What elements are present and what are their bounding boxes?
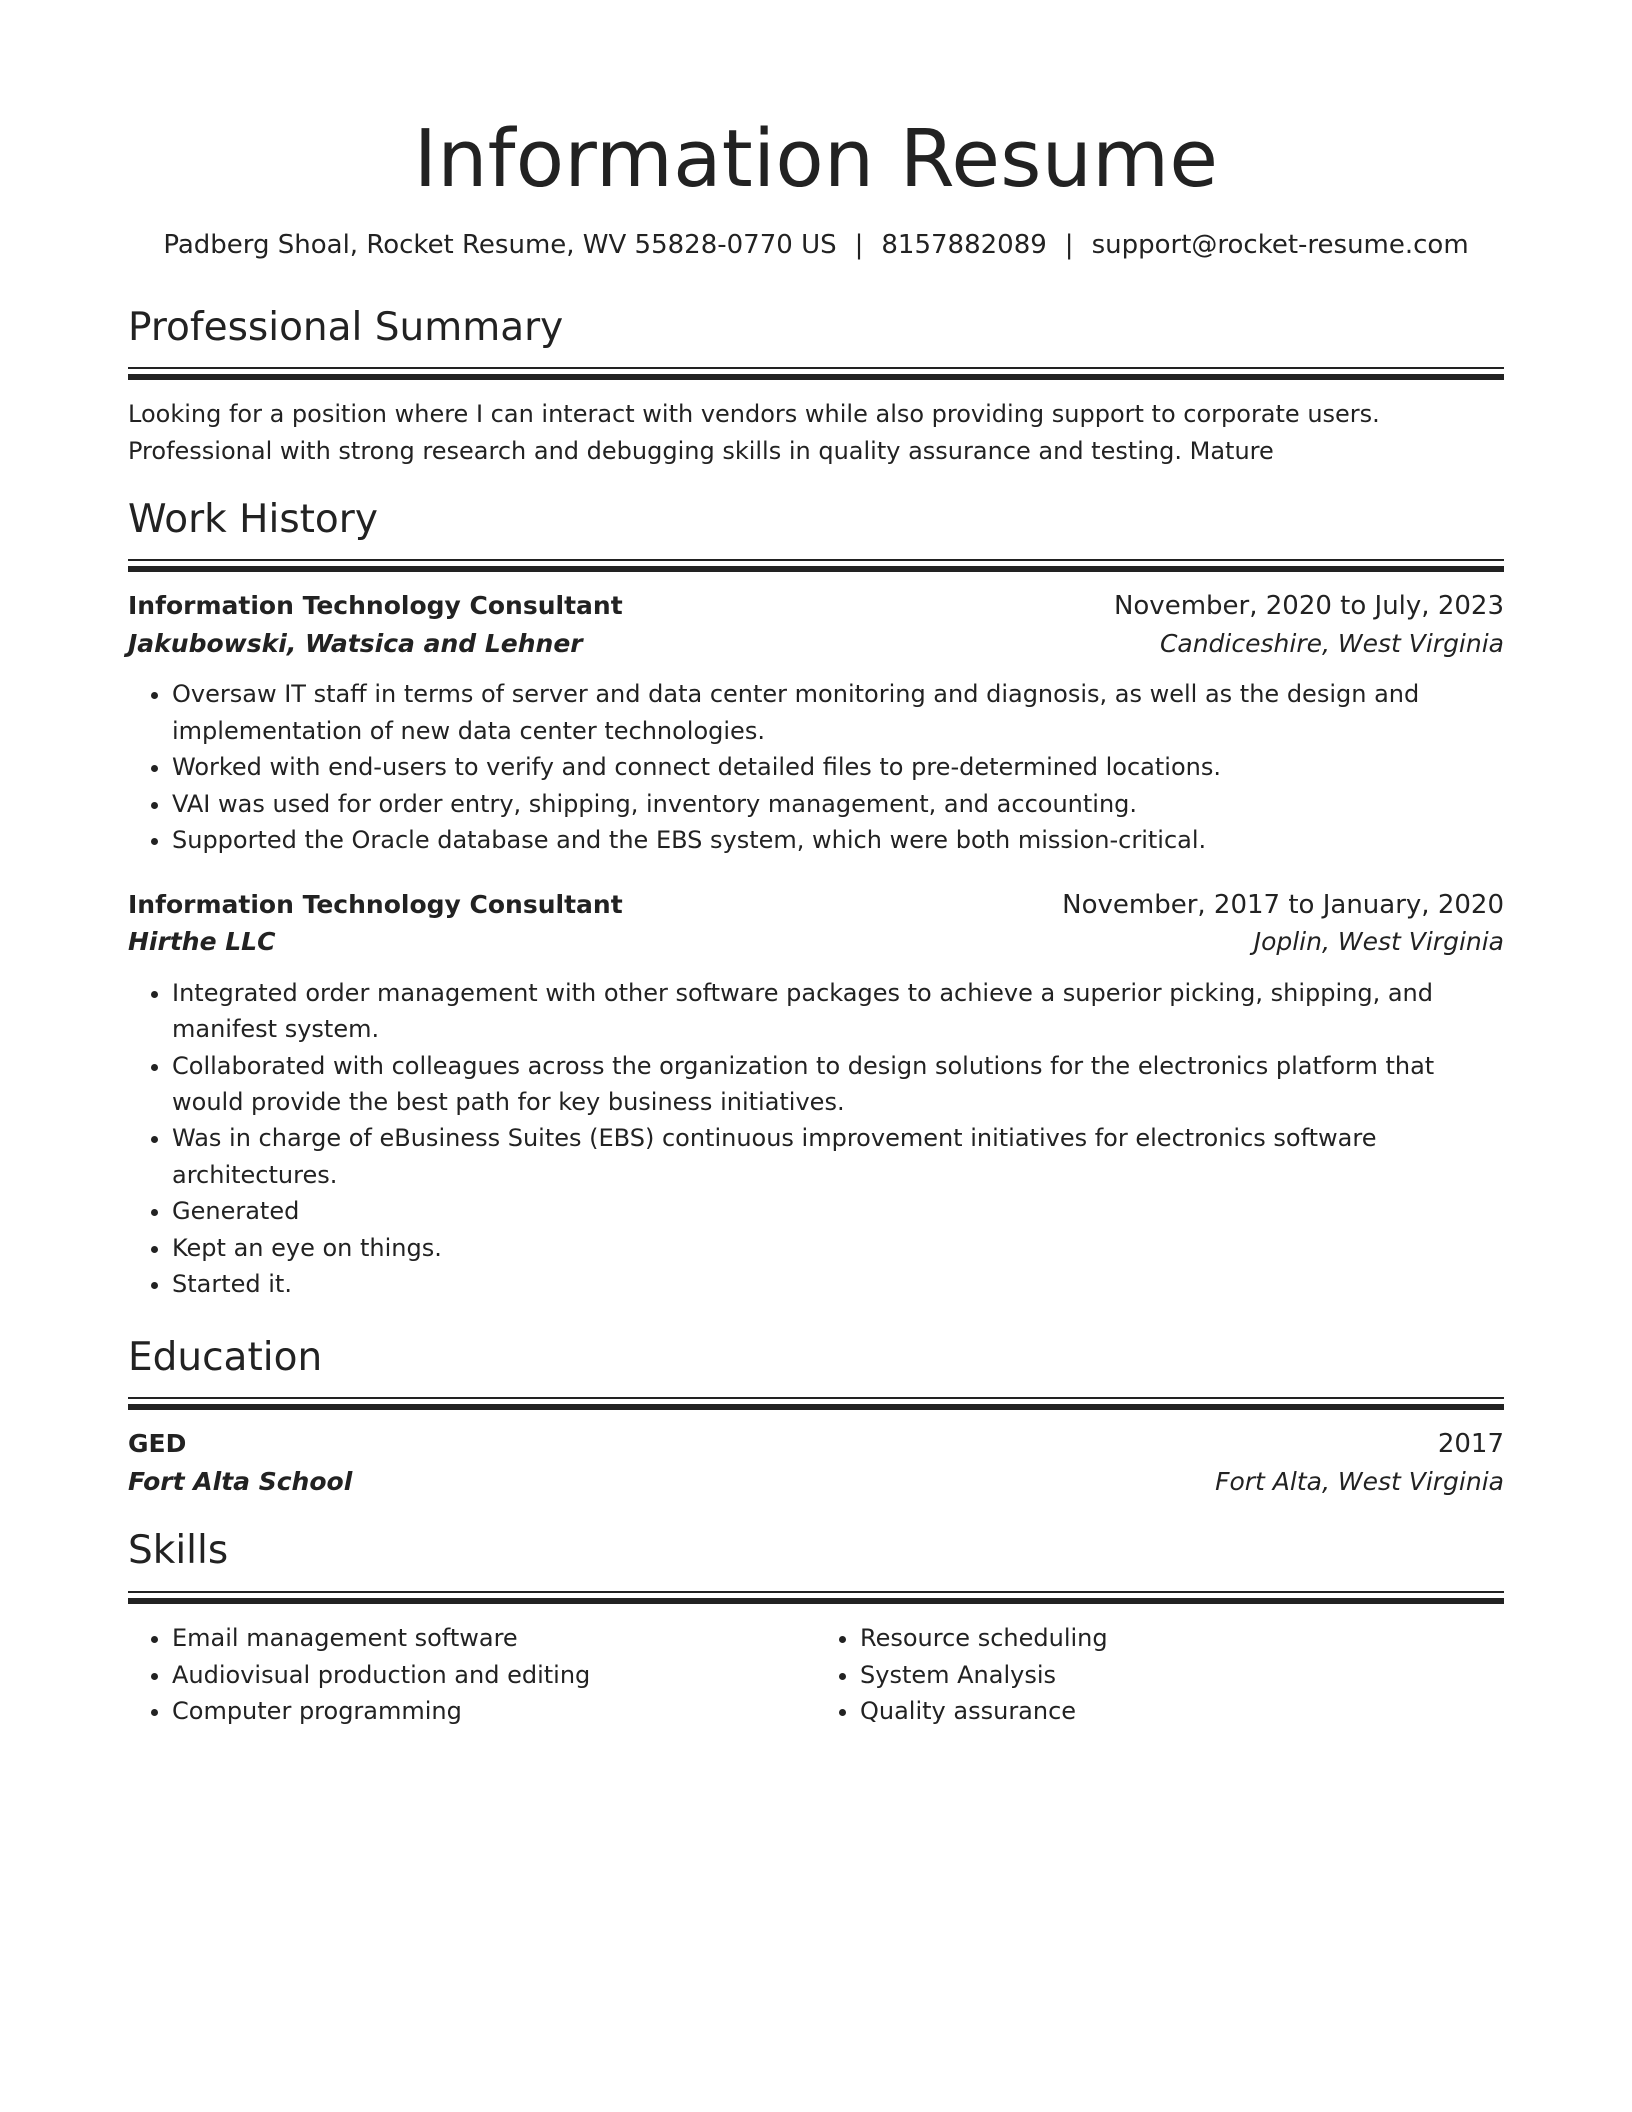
education-entry <box>128 1426 1504 1500</box>
job-bullet: • Generated <box>172 1193 1504 1229</box>
job-header-row <box>128 887 1504 925</box>
resume-name: Information Resume <box>413 113 1219 205</box>
job-bullet-list <box>128 975 1504 1303</box>
job-bullet: • Was in charge of eBusiness Suites (EBS) continuous improvement initiatives for electronics software architectures. <box>172 1120 1504 1193</box>
contact-email: support@rocket-resume.com <box>1091 229 1469 260</box>
education-section <box>128 1333 1504 1501</box>
skill-item: • Email management software <box>172 1620 816 1656</box>
contact-separator: | <box>854 229 864 260</box>
skill-item: • Resource scheduling <box>860 1620 1504 1656</box>
section-divider <box>128 367 1504 380</box>
job-bullet: • Integrated order management with other software packages to achieve a superior picking, shipping, and manifest system. <box>172 975 1504 1048</box>
job-company: Hirthe LLC <box>128 927 276 957</box>
section-title-education: Education <box>128 1334 323 1380</box>
section-divider <box>128 559 1504 572</box>
job-location: Joplin, West Virginia <box>1253 927 1504 957</box>
skill-item: • Computer programming <box>172 1693 816 1729</box>
job-bullet-list <box>128 676 1504 858</box>
work-history-section <box>128 495 1504 1303</box>
education-year: 2017 <box>1437 1429 1504 1460</box>
skills-columns <box>128 1620 1504 1729</box>
contact-separator: | <box>1064 229 1074 260</box>
job-company-row <box>128 626 1504 662</box>
job-entry <box>128 588 1504 858</box>
summary-text: Looking for a position where I can interact with vendors while also providing support to corporate users. Professional with strong research and debugging skills in quality assurance and testing. Mature <box>128 400 1380 466</box>
job-dates: November, 2017 to January, 2020 <box>1062 889 1504 920</box>
job-bullet: • Supported the Oracle database and the EBS system, which were both mission-critical. <box>172 822 1504 858</box>
job-bullet: • VAI was used for order entry, shipping, inventory management, and accounting. <box>172 786 1504 822</box>
contact-phone: 8157882089 <box>881 229 1047 260</box>
job-bullet: • Collaborated with colleagues across the organization to design solutions for the electronics platform that would provide the best path for key business initiatives. <box>172 1048 1504 1121</box>
education-school-row <box>128 1464 1504 1500</box>
resume-page <box>128 112 1504 1730</box>
skills-section <box>128 1526 1504 1729</box>
skill-item: • Audiovisual production and editing <box>172 1657 816 1693</box>
contact-line <box>128 229 1504 263</box>
contact-address: Padberg Shoal, Rocket Resume, WV 55828-0770 US <box>163 229 837 260</box>
section-title-work: Work History <box>128 496 378 542</box>
job-bullet: • Kept an eye on things. <box>172 1230 1504 1266</box>
education-location: Fort Alta, West Virginia <box>1215 1467 1504 1497</box>
job-company: Jakubowski, Watsica and Lehner <box>128 629 583 659</box>
job-bullet: • Worked with end-users to verify and connect detailed files to pre-determined locations. <box>172 749 1504 785</box>
section-title-skills: Skills <box>128 1528 229 1574</box>
job-title: Information Technology Consultant <box>128 591 623 621</box>
skills-list-left <box>128 1620 816 1729</box>
section-divider <box>128 1591 1504 1604</box>
education-header-row <box>128 1426 1504 1464</box>
job-bullet: • Oversaw IT staff in terms of server and data center monitoring and diagnosis, as well as the design and implementation of new data center technologies. <box>172 676 1504 749</box>
job-company-row <box>128 924 1504 960</box>
education-school: Fort Alta School <box>128 1467 353 1497</box>
section-title-summary: Professional Summary <box>128 304 564 350</box>
job-header-row <box>128 588 1504 626</box>
job-location: Candiceshire, West Virginia <box>1159 629 1504 659</box>
job-dates: November, 2020 to July, 2023 <box>1113 591 1504 622</box>
job-entry <box>128 887 1504 1303</box>
education-degree: GED <box>128 1429 187 1459</box>
skills-list-right <box>816 1620 1504 1729</box>
skill-item: • Quality assurance <box>860 1693 1504 1729</box>
summary-section <box>128 303 1504 471</box>
job-bullet: • Started it. <box>172 1266 1504 1302</box>
section-divider <box>128 1397 1504 1410</box>
job-title: Information Technology Consultant <box>128 889 623 919</box>
skill-item: • System Analysis <box>860 1657 1504 1693</box>
